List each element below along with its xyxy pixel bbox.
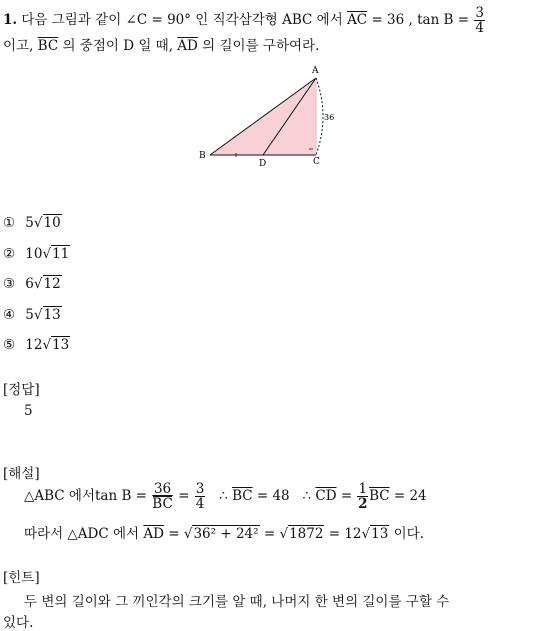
choice-2[interactable]: ② 10√11 <box>3 246 70 262</box>
hint-line-1: 두 변의 길이와 그 끼인각의 크기를 알 때, 나머지 한 변의 길이를 구할 수 <box>24 594 450 610</box>
choice-3[interactable]: ③ 6√12 <box>3 276 61 292</box>
problem-text-1b: = 36 , tan B = <box>367 12 474 29</box>
answer-header: [정답] <box>3 382 40 398</box>
problem-text-2a: 이고, <box>3 38 38 54</box>
problem-line-1 <box>3 6 486 35</box>
solution-line-1: △ABC 에서tan B = $\frac{36}{BC}$ = $\frac{3}{4}$ ∴ $\overline{BC} = 48$ ∴ $\overline{CD}$ = $\frac{1}{2}$ $\overline{BC} = 24$ <box>24 481 427 513</box>
fraction-1-2: $\frac{1}{2}$ <box>358 481 368 513</box>
label-c: C <box>313 157 320 167</box>
segment-bc: $\overline{BC}$ <box>37 38 59 54</box>
label-b: B <box>199 151 206 161</box>
segment-ad: $\overline{AD}$ <box>177 38 198 54</box>
problem-text-1a: 다음 그림과 같이 ∠C = 90° 인 직각삼각형 ABC 에서 <box>21 12 348 29</box>
problem-line-2 <box>3 34 319 54</box>
label-d: D <box>259 159 267 169</box>
dimension-arc <box>316 78 323 155</box>
choice-5[interactable]: ⑤ 12√13 <box>3 337 70 353</box>
choice-1[interactable]: ① 5√10 <box>3 215 61 231</box>
problem-text-2c: 의 길이를 구하여라. <box>197 38 320 54</box>
problem-text-2b: 의 중점이 D 일 때, <box>58 38 178 54</box>
triangle-figure <box>0 56 534 236</box>
tan-fraction: $\frac{3}{4}$ <box>475 5 484 37</box>
fraction-36-bc: $\frac{36}{BC}$ <box>152 481 173 513</box>
label-36: 36 <box>324 113 335 122</box>
solution-header: [해설] <box>3 466 40 482</box>
segment-ac: $\overline{AC}$ <box>347 12 368 29</box>
answer-value: 5 <box>24 403 33 419</box>
hint-header: [힌트] <box>3 570 40 586</box>
fraction-3-4: $\frac{3}{4}$ <box>195 481 205 513</box>
label-a: A <box>312 66 319 76</box>
choice-4[interactable]: ④ 5√13 <box>3 307 61 323</box>
solution-line-2: 따라서 △ADC 에서 $\overline{AD} = √36^2 + 24^2 = √1872 = 12√13$ 이다. <box>24 526 424 542</box>
problem-number: 1. <box>3 12 18 29</box>
hint-line-2: 있다. <box>3 615 34 631</box>
